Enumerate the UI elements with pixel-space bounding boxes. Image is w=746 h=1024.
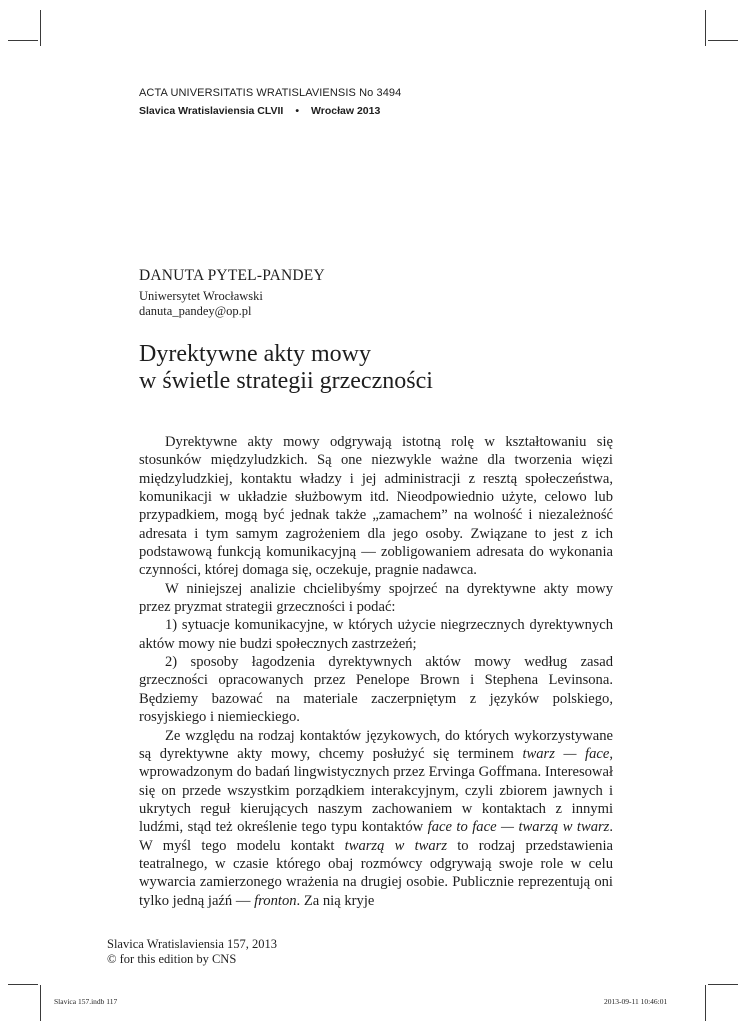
crop-mark-top-right-horizontal [708,40,738,41]
author-affiliation-block [139,289,263,319]
p5-text-2: , wprowadzonym do badań lingwistycznych przez Ervinga Goffmana. Interesował się on przede wszystkim porządkiem interakcyjnym, czyli zbiorem jawnych i ukrytych reguł kierujących naszym zachowaniem w kontaktach z innymi ludźmi, stąd też określenie tego typu kontaktów [139,745,613,836]
journal-header [139,86,419,118]
p5-text-5: . Za nią kryje [296,892,375,909]
p5-text-4: to rodzaj przedstawienia teatralnego, w czasie którego obaj rozmówcy odgrywają swoje role w celu wywarcia zamierzonego wrażenia na drugiej osobie. Publicznie reprezentują oni tylko jedną jaźń — [139,837,614,909]
footer-citation: Slavica Wratislaviensia 157, 2013 [107,937,278,951]
crop-mark-top-right-vertical [705,10,706,46]
footer-copyright: © for this edition by CNS [107,952,237,966]
affiliation: Uniwersytet Wrocławski [139,289,263,303]
crop-mark-bottom-right-vertical [705,985,706,1021]
article-body [139,433,613,910]
paragraph-4: 2) sposoby łagodzenia dyrektywnych aktów mowy według zasad grzeczności opracowanych przez Penelope Brown i Stephena Levinsona. Będziemy bazować na materiale zaczerpniętym z języków polskiego, rosyjskiego i niemieckiego. [139,654,613,726]
p5-text-3: . W myśl tego modelu kontakt [139,819,614,854]
paragraph-3: 1) sytuacje komunikacyjne, w których użycie niegrzecznych dyrektywnych aktów mowy nie budzi społecznych zastrzeżeń; [139,617,613,652]
author-email: danuta_pandey@op.pl [139,304,252,318]
series-title: ACTA UNIVERSITATIS WRATISLAVIENSIS No 3494 [139,87,402,99]
crop-mark-bottom-left-vertical [40,985,41,1021]
p5-italic-2: face to face — twarzą w twarz [427,819,610,836]
print-slug-file: Slavica 157.indb 117 [54,997,118,1006]
copyright-footer [107,937,277,967]
p5-italic-3: twarzą w twarz [344,837,448,854]
paragraph-1: Dyrektywne akty mowy odgrywają istotną rolę w kształtowaniu się stosunków międzyludzkich. Są one niezwykle ważne dla tworzenia więzi międzyludzkiej, kontaktu władzy i jej administracji z resztą społeczeństwa, komunikacji w układzie służbowym itd. Nieodpowiednio użyte, celowo lub przypadkiem, mogą być jednak także „zamachem” na wolność i niezależność adresata i tym samym zagrożeniem dla jego osoby. Związane to jest z ich podstawową funkcją komunikacyjną — zobligowaniem adresata do wykonania czynności, której domaga się, oczekuje, pragnie nadawca. [139,434,613,579]
title-line-1: Dyrektywne akty mowy [139,341,371,367]
crop-mark-top-left-vertical [40,10,41,46]
place-year: Wrocław 2013 [311,105,381,117]
crop-mark-top-left-horizontal [8,40,38,41]
crop-mark-bottom-right-horizontal [708,984,738,985]
paragraph-2: W niniejszej analizie chcielibyśmy spojrzeć na dyrektywne akty mowy przez pryzmat strategii grzeczności i podać: [139,580,613,616]
p5-italic-1: twarz — face [522,745,610,762]
journal-issue-line [139,104,419,118]
p5-italic-4: fronton [254,892,297,909]
print-slug-timestamp: 2013-09-11 10:46:01 [604,997,668,1006]
journal-name: Slavica Wratislaviensia CLVII [139,105,284,117]
paragraph-5 [139,727,613,910]
crop-mark-bottom-left-horizontal [8,984,38,985]
p5-text-1: Ze względu na rodzaj kontaktów językowych, do których wykorzystywane są dyrektywne akty mowy, chcemy posłużyć się terminem [139,727,613,762]
article-title [139,341,433,395]
author-name: DANUTA PYTEL-PANDEY [139,267,325,284]
title-line-2: w świetle strategii grzeczności [139,368,433,394]
bullet-separator: • [295,105,300,117]
